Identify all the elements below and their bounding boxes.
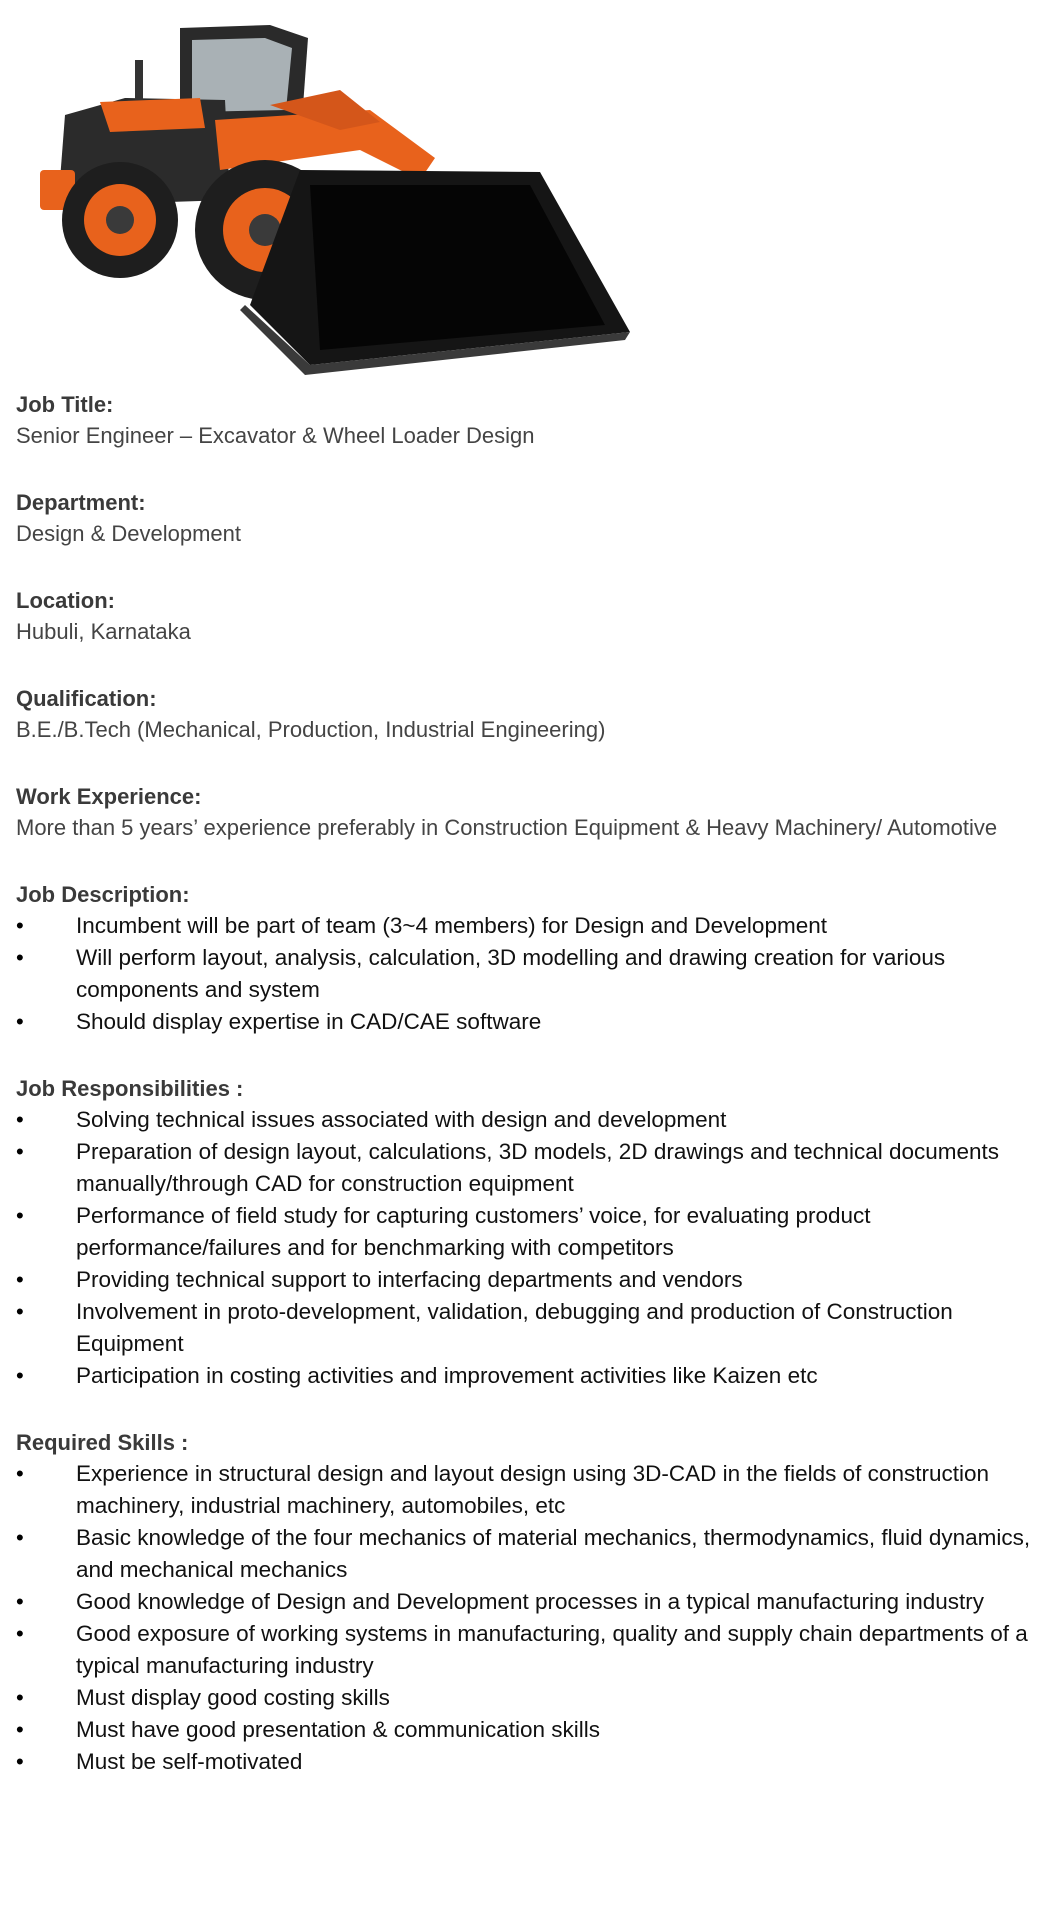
job-posting: [16, 390, 1046, 1814]
section-heading: Location:: [16, 588, 115, 613]
bullet-list: [16, 910, 1046, 1038]
list-item: • Involvement in proto-development, validation, debugging and production of Construction Equipment: [16, 1296, 1046, 1360]
required-skills-section: [16, 1428, 1046, 1778]
list-item: • Good knowledge of Design and Development processes in a typical manufacturing industry: [16, 1586, 1046, 1618]
section-heading: Job Responsibilities :: [16, 1076, 244, 1101]
list-item: • Preparation of design layout, calculations, 3D models, 2D drawings and technical documents manually/through CAD for construction equipment: [16, 1136, 1046, 1200]
job-description-section: [16, 880, 1046, 1038]
job-title-section: [16, 390, 1046, 452]
section-heading: Department:: [16, 490, 146, 515]
list-item: • Good exposure of working systems in manufacturing, quality and supply chain departments of a typical manufacturing industry: [16, 1618, 1046, 1682]
list-item: • Performance of field study for capturing customers’ voice, for evaluating product performance/failures and for benchmarking with competitors: [16, 1200, 1046, 1264]
responsibilities-section: [16, 1074, 1046, 1392]
list-item: • Should display expertise in CAD/CAE software: [16, 1006, 1046, 1038]
wheel-loader-illustration: [40, 10, 630, 375]
section-value: Hubuli, Karnataka: [16, 619, 191, 644]
list-item: • Providing technical support to interfacing departments and vendors: [16, 1264, 1046, 1296]
section-value: More than 5 years’ experience preferably in Construction Equipment & Heavy Machinery/ Automotive: [16, 815, 998, 840]
work-experience-section: [16, 782, 1046, 844]
section-heading: Required Skills :: [16, 1430, 189, 1455]
list-item: • Experience in structural design and layout design using 3D-CAD in the fields of construction machinery, industrial machinery, automobiles, etc: [16, 1458, 1046, 1522]
list-item: • Participation in costing activities and improvement activities like Kaizen etc: [16, 1360, 1046, 1392]
section-value: Design & Development: [16, 521, 242, 546]
wheel-loader-image: [40, 10, 630, 375]
qualification-section: [16, 684, 1046, 746]
section-heading: Qualification:: [16, 686, 157, 711]
list-item: • Must display good costing skills: [16, 1682, 1046, 1714]
section-value: B.E./B.Tech (Mechanical, Production, Industrial Engineering): [16, 717, 606, 742]
list-item: • Solving technical issues associated with design and development: [16, 1104, 1046, 1136]
list-item: • Will perform layout, analysis, calculation, 3D modelling and drawing creation for various components and system: [16, 942, 1046, 1006]
section-heading: Job Description:: [16, 882, 190, 907]
location-section: [16, 586, 1046, 648]
department-section: [16, 488, 1046, 550]
bullet-list: [16, 1104, 1046, 1392]
list-item: • Must be self-motivated: [16, 1746, 1046, 1778]
list-item: • Basic knowledge of the four mechanics of material mechanics, thermodynamics, fluid dynamics, and mechanical mechanics: [16, 1522, 1046, 1586]
list-item: • Incumbent will be part of team (3~4 members) for Design and Development: [16, 910, 1046, 942]
section-value: Senior Engineer – Excavator & Wheel Loader Design: [16, 423, 535, 448]
section-heading: Work Experience:: [16, 784, 202, 809]
bullet-list: [16, 1458, 1046, 1778]
section-heading: Job Title:: [16, 392, 114, 417]
list-item: • Must have good presentation & communication skills: [16, 1714, 1046, 1746]
